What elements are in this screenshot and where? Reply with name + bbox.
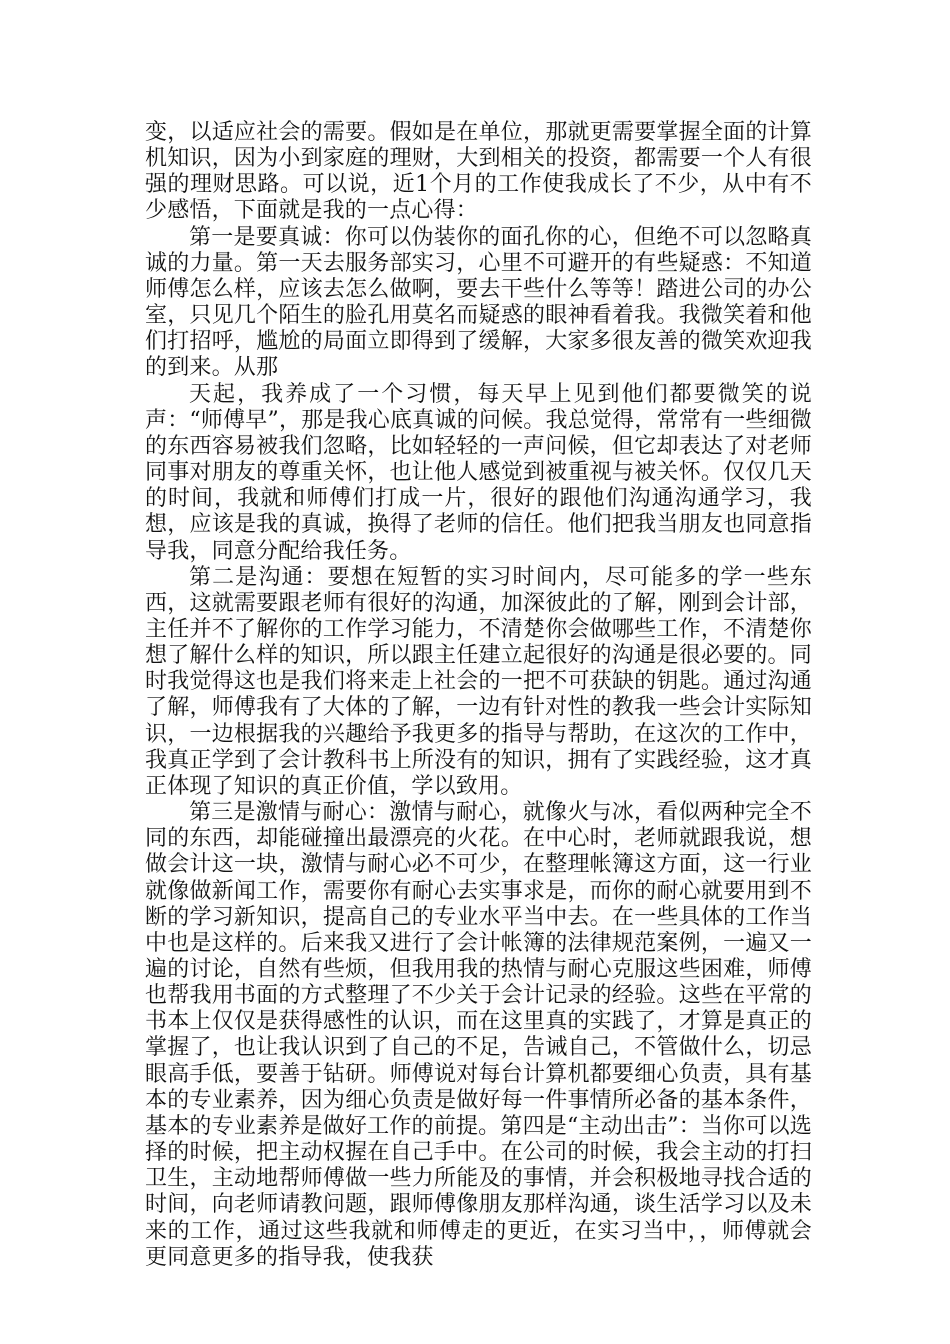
- paragraph-5: 第三是激情与耐心：激情与耐心，就像火与冰，看似两种完全不同的东西，却能碰撞出最漂亮的火花。在中心时，老师就跟我说，想做会计这一块，激情与耐心必不可少，在整理帐簿这方面，这一行业就像做新闻工作，需要你有耐心去实事求是，而你的耐心就要用到不断的学习新知识，提高自己的专业水平当中去。在一些具体的工作当中也是这样的。后来我又进行了会计帐簿的法律规范案例，一遍又一遍的讨论，自然有些烦，但我用我的热情与耐心克服这些困难，师傅也帮我用书面的方式整理了不少关于会计记录的经验。这些在平常的书本上仅仅是获得感性的认识，而在这里真的实践了，才算是真正的掌握了，也让我认识到了自己的不足，告诫自己，不管做什么，切忌眼高手低，要善于钻研。师傅说对每台计算机都要细心负责，具有基本的专业素养，因为细心负责是做好每一件事情所必备的基本条件，基本的专业素养是做好工作的前提。第四是“主动出击”：当你可以选择的时候，把主动权握在自己手中。在公司的时候，我会主动的打扫卫生，主动地帮师傅做一些力所能及的事情，并会积极地寻找合适的时间，向老师请教问题，跟师傅像朋友那样沟通，谈生活学习以及未来的工作，通过这些我就和师傅走的更近，在实习当中，，师傅就会更同意更多的指导我，使我获: [145, 800, 812, 1270]
- paragraph-3: 天起，我养成了一个习惯，每天早上见到他们都要微笑的说声：“师傅早”，那是我心底真诚的问候。我总觉得，常常有一些细微的东西容易被我们忽略，比如轻轻的一声问候，但它却表达了对老师同事对朋友的尊重关怀，也让他人感觉到被重视与被关怀。仅仅几天的时间，我就和师傅们打成一片，很好的跟他们沟通沟通学习，我想，应该是我的真诚，换得了老师的信任。他们把我当朋友也同意指导我，同意分配给我任务。: [145, 381, 812, 564]
- paragraph-4: 第二是沟通：要想在短暂的实习时间内，尽可能多的学一些东西，这就需要跟老师有很好的沟通，加深彼此的了解，刚到会计部，主任并不了解你的工作学习能力，不清楚你会做哪些工作，不清楚你想了解什么样的知识，所以跟主任建立起很好的沟通是很必要的。同时我觉得这也是我们将来走上社会的一把不可获缺的钥匙。通过沟通了解，师傅我有了大体的了解，一边有针对性的教我一些会计实际知识，一边根据我的兴趣给予我更多的指导与帮助，在这次的工作中，我真正学到了会计教科书上所没有的知识，拥有了实践经验，这才真正体现了知识的真正价值，学以致用。: [145, 564, 812, 799]
- paragraph-1: 变，以适应社会的需要。假如是在单位，那就更需要掌握全面的计算机知识，因为小到家庭的理财，大到相关的投资，都需要一个人有很强的理财思路。可以说，近1个月的工作使我成长了不少，从中有不少感悟，下面就是我的一点心得：: [145, 120, 812, 224]
- document-body: [145, 120, 812, 1271]
- paragraph-2: 第一是要真诚：你可以伪装你的面孔你的心，但绝不可以忽略真诚的力量。第一天去服务部实习，心里不可避开的有些疑惑：不知道师傅怎么样，应该去怎么做啊，要去干些什么等等！踏进公司的办公室，只见几个陌生的脸孔用莫名而疑惑的眼神看着我。我微笑着和他们打招呼，尴尬的局面立即得到了缓解，大家多很友善的微笑欢迎我的到来。从那: [145, 224, 812, 381]
